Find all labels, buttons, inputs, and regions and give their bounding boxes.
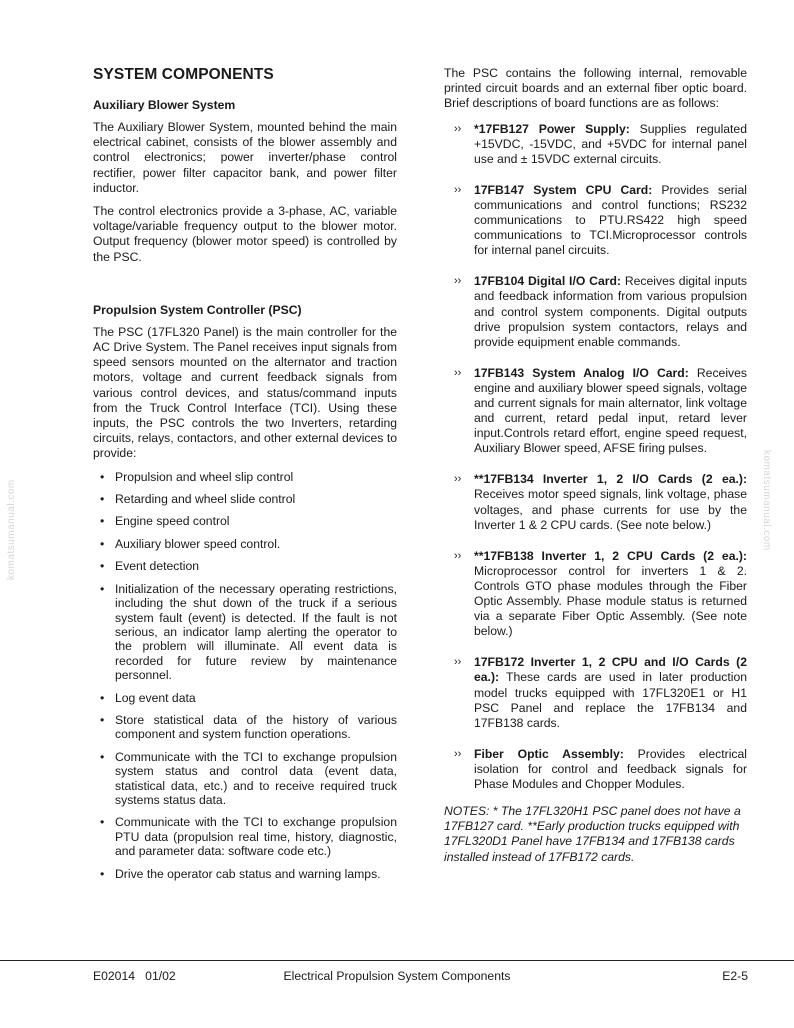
footer-doc-id: E02014 01/02 [93, 969, 176, 983]
list-item: • Retarding and wheel slide control [100, 492, 296, 507]
board-list [444, 122, 747, 792]
page-heading: SYSTEM COMPONENTS [93, 66, 274, 83]
footer-title: Electrical Propulsion System Components [283, 969, 511, 983]
board-item: ›› 17FB104 Digital I/O Card: Receives digital inputs and feedback information from various propulsion and control system components. Digital outputs drive propulsion system contactors, relays and provide equipment enable commands. [454, 274, 747, 349]
board-item: ›› *17FB127 Power Supply: Supplies regulated +15VDC, -15VDC, and +5VDC for internal panel use and ± 15VDC external circuits. [454, 121, 747, 166]
page-number: E2-5 [722, 969, 748, 983]
blower-paragraph-1: The Auxiliary Blower System, mounted behind the main electrical cabinet, consists of the blower assembly and control electronics; power inverter/phase control rectifier, power filter capacitor bank, and power filter inductor. [93, 120, 397, 195]
board-item: ›› **17FB138 Inverter 1, 2 CPU Cards (2 ea.): Microprocessor control for inverters 1 & 2. Controls GTO phase modules through the Fiber Optic Assembly. Phase module status is returned via a separate Fiber Optic Assembly. (See note below.) [454, 548, 747, 639]
list-item: • Event detection [100, 559, 200, 574]
list-item: • Communicate with the TCI to exchange propulsion PTU data (propulsion real time, history, diagnostic, and parameter data: software code etc.) [100, 815, 397, 859]
list-item: • Propulsion and wheel slip control [100, 469, 294, 484]
list-item: • Auxiliary blower speed control. [100, 536, 281, 551]
list-item: • Store statistical data of the history of various component and system function operations. [100, 712, 397, 742]
board-item: ›› 17FB172 Inverter 1, 2 CPU and I/O Cards (2 ea.): These cards are used in later production model trucks equipped with 17FL320E1 or H1 PSC Panel and replace the 17FB134 and 17FB138 cards. [454, 655, 747, 730]
boards-intro: The PSC contains the following internal, removable printed circuit boards and an external fiber optic board. Brief descriptions of board functions are as follows: [444, 66, 747, 111]
psc-section-title: Propulsion System Controller (PSC) [93, 302, 302, 317]
watermark-right: komatsumanual.com [761, 450, 772, 551]
watermark-left: komatsumanual.com [6, 479, 17, 580]
notes: NOTES: * The 17FL320H1 PSC panel does not have a 17FB127 card. **Early production trucks equipped with 17FL320D1 Panel have 17FB134 and 17FB138 cards installed instead of 17FB172 cards. [444, 804, 741, 864]
psc-function-list [93, 470, 397, 881]
left-column [93, 66, 397, 889]
list-item: • Initialization of the necessary operating restrictions, including the shut down of the truck if a serious system fault (event) is detected. If the fault is not serious, an indicator lamp alerting the operator to the problem will illuminate. All event data is recorded for future review by maintenance personnel. [100, 581, 397, 683]
board-item: ›› 17FB143 System Analog I/O Card: Receives engine and auxiliary blower speed signals, voltage and current signals for main alternator, link voltage and current, retard pedal input, retard lever input.Controls retard effort, engine speed request, Auxiliary Blower speed, AFSE firing pulses. [454, 365, 747, 456]
list-item: • Log event data [100, 690, 196, 705]
section-gap [93, 273, 397, 303]
list-item: • Drive the operator cab status and warning lamps. [100, 866, 381, 881]
board-item: ›› **17FB134 Inverter 1, 2 I/O Cards (2 ea.): Receives motor speed signals, link voltage, phase voltages, and phase currents for use by the Inverter 1 & 2 CPU cards. (See note below.) [454, 472, 747, 532]
blower-section-title: Auxiliary Blower System [93, 98, 236, 112]
right-column [444, 66, 747, 865]
footer-divider [0, 960, 794, 961]
list-item: • Engine speed control [100, 514, 230, 529]
blower-paragraph-2: The control electronics provide a 3-phase, AC, variable voltage/variable frequency output to the blower motor. Output frequency (blower motor speed) is controlled by the PSC. [93, 204, 397, 264]
psc-paragraph-1: The PSC (17FL320 Panel) is the main controller for the AC Drive System. The Panel receives input signals from speed sensors mounted on the alternator and traction motors, voltage and current feedback signals from various control devices, and status/command inputs from the Truck Control Interface (TCI). Using these inputs, the PSC controls the two Inverters, retarding circuits, relays, contactors, and other external devices to provide: [93, 324, 397, 461]
list-item: • Communicate with the TCI to exchange propulsion system status and control data (event data, statistical data, etc.) and to receive required truck systems status data. [100, 749, 397, 807]
board-item: ›› Fiber Optic Assembly: Provides electrical isolation for control and feedback signals for Phase Modules and Chopper Modules. [454, 746, 747, 791]
board-item: ›› 17FB147 System CPU Card: Provides serial communications and control functions; RS232 communications to PTU.RS422 high speed communications to TCI.Microprocessor controls for internal panel circuits. [454, 182, 747, 258]
